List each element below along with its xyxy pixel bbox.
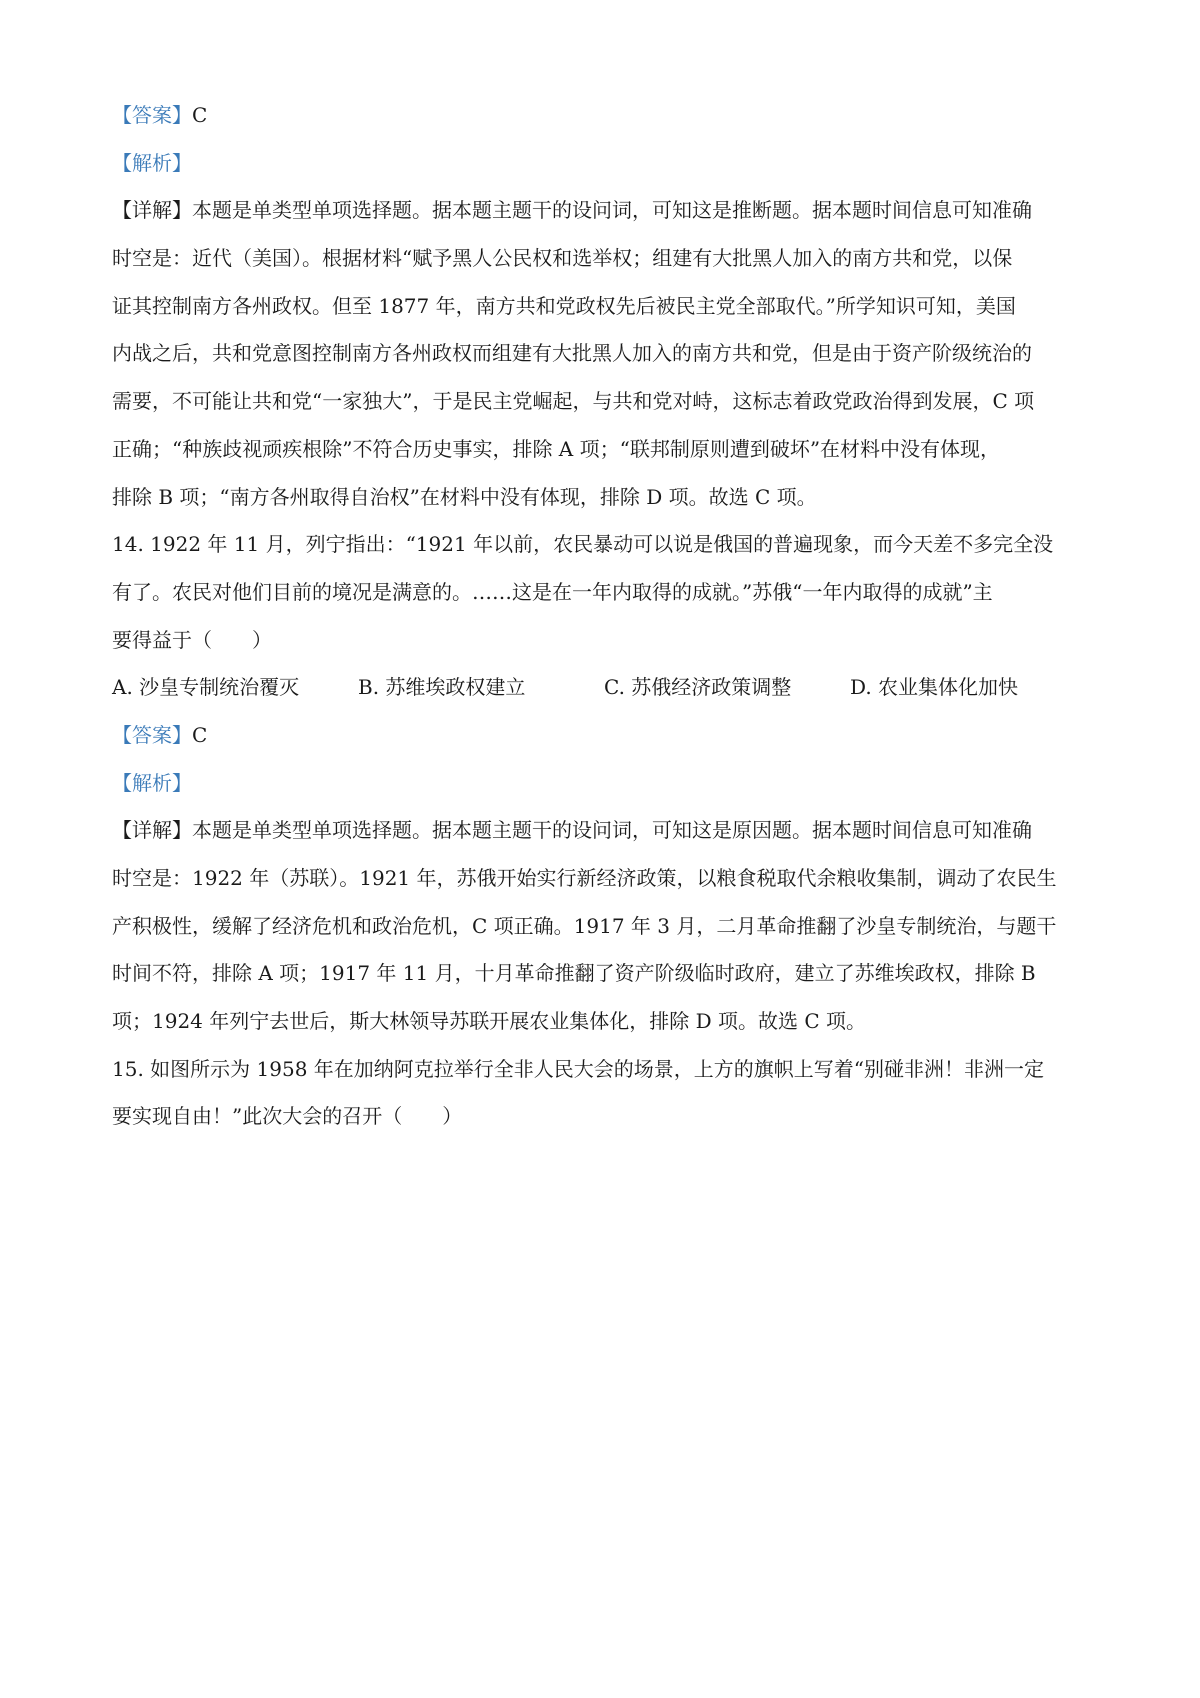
answer-tag: 【答案】 — [112, 722, 192, 747]
option-c: C. 苏俄经济政策调整 — [604, 675, 792, 700]
q15-stem-line-1: 15. 如图所示为 1958 年在加纳阿克拉举行全非人民大会的场景，上方的旗帜上写着“别碰非洲！非洲一定 — [112, 1056, 1045, 1081]
q14-stem-line-2: 有了。农民对他们目前的境况是满意的。……这是在一年内取得的成就。”苏俄“一年内取得的成就”主 — [112, 579, 993, 604]
option-b: B. 苏维埃政权建立 — [358, 675, 526, 700]
answer-value: C — [192, 103, 208, 127]
q14-analysis-line — [112, 760, 1098, 808]
q14-stem-line-3: 要得益于（ ） — [112, 627, 272, 652]
q13-detail-line-5: 需要，不可能让共和党“一家独大”，于是民主党崛起，与共和党对峙，这标志着政党政治得到发展，C 项 — [112, 389, 1035, 414]
detail-text: 本题是单类型单项选择题。据本题主题干的设问词，可知这是原因题。据本题时间信息可知准确 — [192, 818, 1032, 843]
q13-analysis-line — [112, 140, 1098, 188]
q15-stem-line-2: 要实现自由！”此次大会的召开（ ） — [112, 1104, 463, 1129]
option-a: A. 沙皇专制统治覆灭 — [112, 675, 300, 700]
q14-options — [112, 664, 1098, 712]
q13-detail-line-6: 正确；“种族歧视顽疾根除”不符合历史事实，排除 A 项；“联邦制原则遭到破坏”在材料中没有体现， — [112, 436, 1001, 461]
analysis-tag: 【解析】 — [112, 770, 192, 795]
q14-answer-line — [112, 712, 1098, 760]
detail-text: 本题是单类型单项选择题。据本题主题干的设问词，可知这是推断题。据本题时间信息可知准确 — [192, 198, 1032, 223]
q13-detail-line-1 — [112, 187, 1098, 235]
detail-tag: 【详解】 — [112, 818, 192, 843]
q14-detail-line-2: 时空是：1922 年（苏联）。1921 年，苏俄开始实行新经济政策，以粮食税取代余粮收集制，调动了农民生 — [112, 866, 1057, 890]
q13-detail-line-4: 内战之后，共和党意图控制南方各州政权而组建有大批黑人加入的南方共和党，但是由于资产阶级统治的 — [112, 341, 1032, 366]
q14-detail-line-5: 项；1924 年列宁去世后，斯大林领导苏联开展农业集体化，排除 D 项。故选 C 项。 — [112, 1009, 867, 1034]
detail-tag: 【详解】 — [112, 198, 192, 223]
q13-detail-line-7: 排除 B 项；“南方各州取得自治权”在材料中没有体现，排除 D 项。故选 C 项。 — [112, 484, 817, 509]
q14-detail-line-4: 时间不符，排除 A 项；1917 年 11 月，十月革命推翻了资产阶级临时政府，建立了苏维埃政权，排除 B — [112, 961, 1036, 986]
document-page — [112, 92, 1098, 1141]
q13-detail-line-3: 证其控制南方各州政权。但至 1877 年，南方共和党政权先后被民主党全部取代。”所学知识可知，美国 — [112, 293, 1016, 318]
option-d: D. 农业集体化加快 — [850, 675, 1019, 700]
answer-value: C — [192, 722, 208, 747]
q13-answer-line — [112, 92, 1098, 140]
q13-detail-line-2: 时空是：近代（美国）。根据材料“赋予黑人公民权和选举权；组建有大批黑人加入的南方共和党，以保 — [112, 246, 1013, 271]
analysis-tag: 【解析】 — [112, 150, 192, 175]
q14-stem-line-1: 14. 1922 年 11 月，列宁指出：“1921 年以前，农民暴动可以说是俄国的普遍现象，而今天差不多完全没 — [112, 532, 1054, 557]
q14-detail-line-1 — [112, 807, 1098, 855]
answer-tag: 【答案】 — [112, 103, 192, 127]
q14-detail-line-3: 产积极性，缓解了经济危机和政治危机，C 项正确。1917 年 3 月，二月革命推翻了沙皇专制统治，与题干 — [112, 913, 1057, 938]
